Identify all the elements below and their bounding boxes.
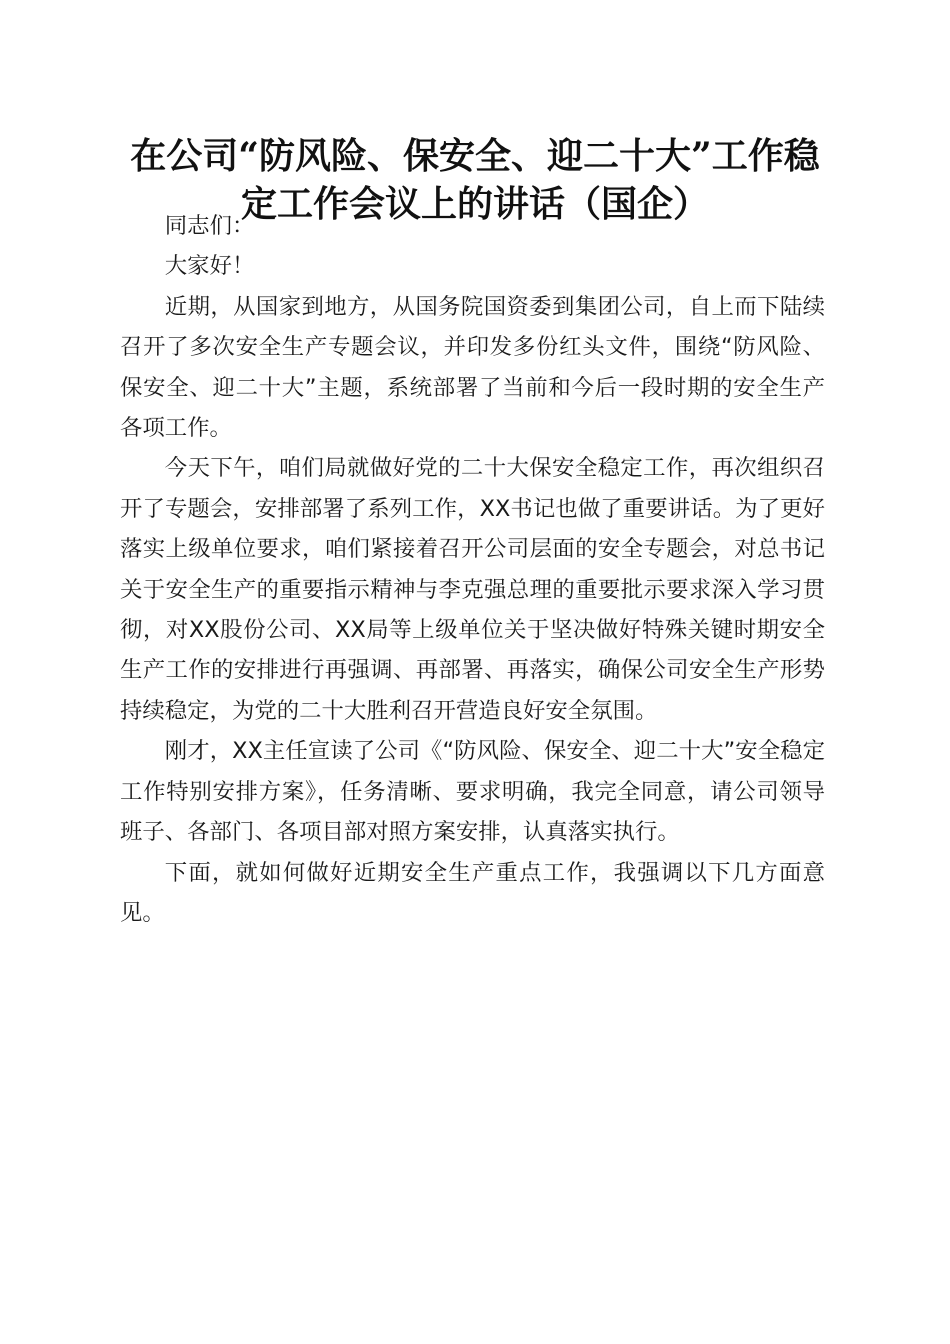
title-line-1: 在公司“防风险、保安全、迎二十大”工作稳	[130, 135, 820, 177]
salutation: 同志们：	[164, 213, 255, 239]
greeting: 大家好！	[164, 253, 255, 280]
document-body	[120, 206, 825, 933]
paragraph-plan: 刚才，XX主任宣读了公司《“防风险、保安全、迎二十大”安全稳定工作特别安排方案》，任务清晰、要求明确，我完全同意，请公司领导班子、各部门、各项目部对照方案安排，认真落实执行。	[120, 738, 825, 846]
title-line-2: 定工作会议上的讲话（国企）	[240, 183, 709, 225]
paragraph-transition: 下面，就如何做好近期安全生产重点工作，我强调以下几方面意见。	[120, 859, 825, 926]
paragraph-background: 近期，从国家到地方，从国务院国资委到集团公司，自上而下陆续召开了多次安全生产专题会议，并印发多份红头文件，围绕“防风险、保安全、迎二十大”主题，系统部署了当前和今后一段时期的安全生产各项工作。	[120, 293, 825, 442]
paragraph-meeting: 今天下午，咱们局就做好党的二十大保安全稳定工作，再次组织召开了专题会，安排部署了系列工作，XX书记也做了重要讲话。为了更好落实上级单位要求，咱们紧接着召开公司层面的安全专题会，对总书记关于安全生产的重要指示精神与李克强总理的重要批示要求深入学习贯彻，对XX股份公司、XX局等上级单位关于坚决做好特殊关键时期安全生产工作的安排进行再强调、再部署、再落实，确保公司安全生产形势持续稳定，为党的二十大胜利召开营造良好安全氛围。	[120, 455, 825, 724]
